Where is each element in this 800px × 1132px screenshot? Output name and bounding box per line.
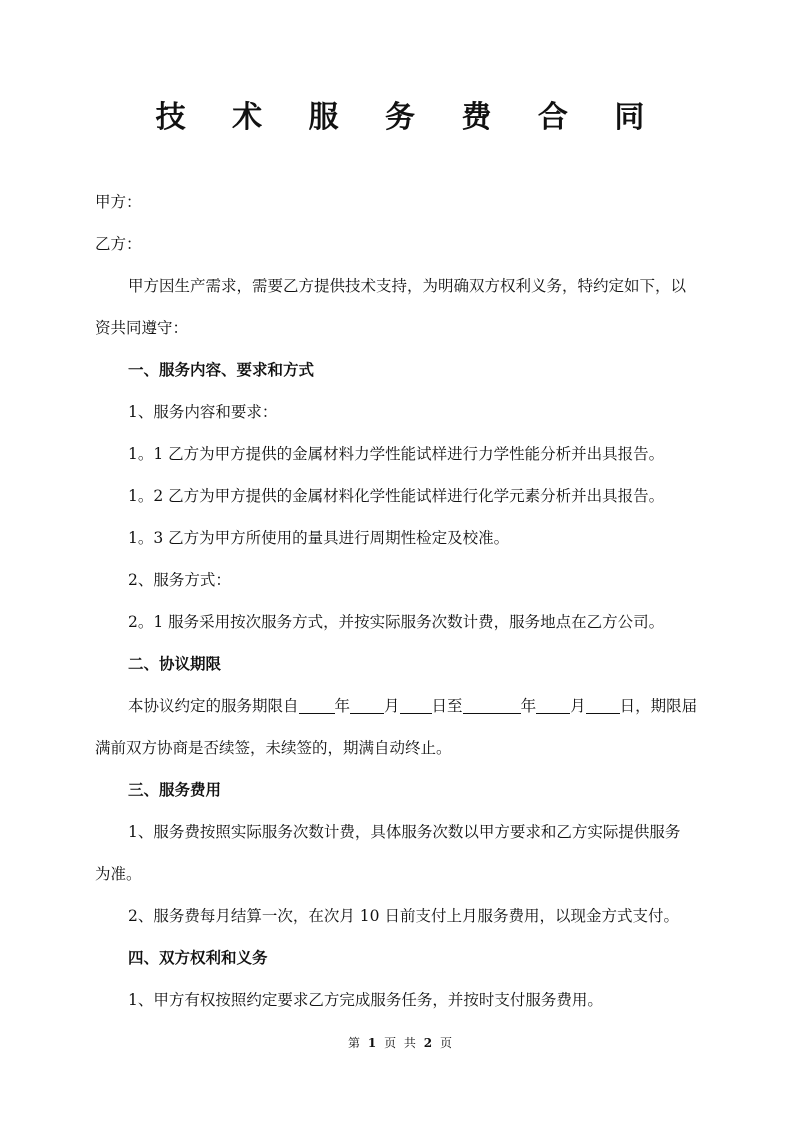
end-year-blank[interactable]: [463, 697, 521, 714]
end-month-blank[interactable]: [536, 697, 570, 714]
footer-total-pages: 2: [423, 1036, 433, 1050]
section3-p2: 2、服务费每月结算一次，在次月 10 日前支付上月服务费用，以现金方式支付。: [128, 907, 679, 925]
term-text-end: 日，期限届: [619, 697, 698, 715]
footer-page-label: 页: [384, 1036, 397, 1050]
footer-suffix: 页: [439, 1036, 452, 1050]
page-footer: [0, 1034, 800, 1052]
term-day-to-label: 日至: [431, 697, 463, 715]
start-day-blank[interactable]: [400, 697, 432, 714]
term-end-month-label: 月: [570, 697, 586, 715]
start-month-blank[interactable]: [350, 697, 384, 714]
section1-heading: 一、服务内容、要求和方式: [128, 360, 315, 379]
section1-item1-2: 1。2 乙方为甲方提供的金属材料化学性能试样进行化学元素分析并出具报告。: [128, 487, 665, 505]
term-month-label: 月: [384, 697, 400, 715]
section2-heading: 二、协议期限: [128, 654, 222, 673]
end-day-blank[interactable]: [586, 697, 620, 714]
section1-sub2: 2、服务方式：: [128, 571, 231, 589]
footer-total-label: 共: [403, 1036, 416, 1050]
footer-current-page: 1: [367, 1036, 377, 1050]
term-year-label: 年: [334, 697, 351, 715]
section3-heading: 三、服务费用: [128, 780, 222, 799]
section1-sub1: 1、服务内容和要求：: [128, 403, 278, 421]
section2-term-line1: [128, 694, 715, 718]
term-text-start: 本协议约定的服务期限自: [128, 697, 299, 715]
footer-prefix: 第: [348, 1036, 361, 1050]
section1-item1-1: 1。1 乙方为甲方提供的金属材料力学性能试样进行力学性能分析并出具报告。: [128, 445, 665, 463]
section4-p1: 1、甲方有权按照约定要求乙方完成服务任务，并按时支付服务费用。: [128, 991, 603, 1009]
section3-p1-line2: 为准。: [95, 865, 142, 883]
intro-paragraph-line1: 甲方因生产需求，需要乙方提供技术支持，为明确双方权利义务，特约定如下，以: [128, 277, 687, 295]
document-title: 技 术 服 务 费 合 同: [155, 100, 663, 135]
section2-term-line2: 满前双方协商是否续签，未续签的，期满自动终止。: [95, 739, 452, 757]
intro-paragraph-line2: 资共同遵守：: [95, 319, 189, 337]
party-a-label: 甲方：: [95, 193, 142, 211]
section3-p1-line1: 1、服务费按照实际服务次数计费，具体服务次数以甲方要求和乙方实际提供服务: [128, 823, 681, 841]
section1-item1-3: 1。3 乙方为甲方所使用的量具进行周期性检定及校准。: [128, 529, 510, 547]
section1-item2-1: 2。1 服务采用按次服务方式，并按实际服务次数计费，服务地点在乙方公司。: [128, 613, 665, 631]
party-b-label: 乙方：: [95, 235, 142, 253]
term-end-year-label: 年: [520, 697, 537, 715]
start-year-blank[interactable]: [299, 697, 335, 714]
section4-heading: 四、双方权利和义务: [128, 948, 268, 967]
